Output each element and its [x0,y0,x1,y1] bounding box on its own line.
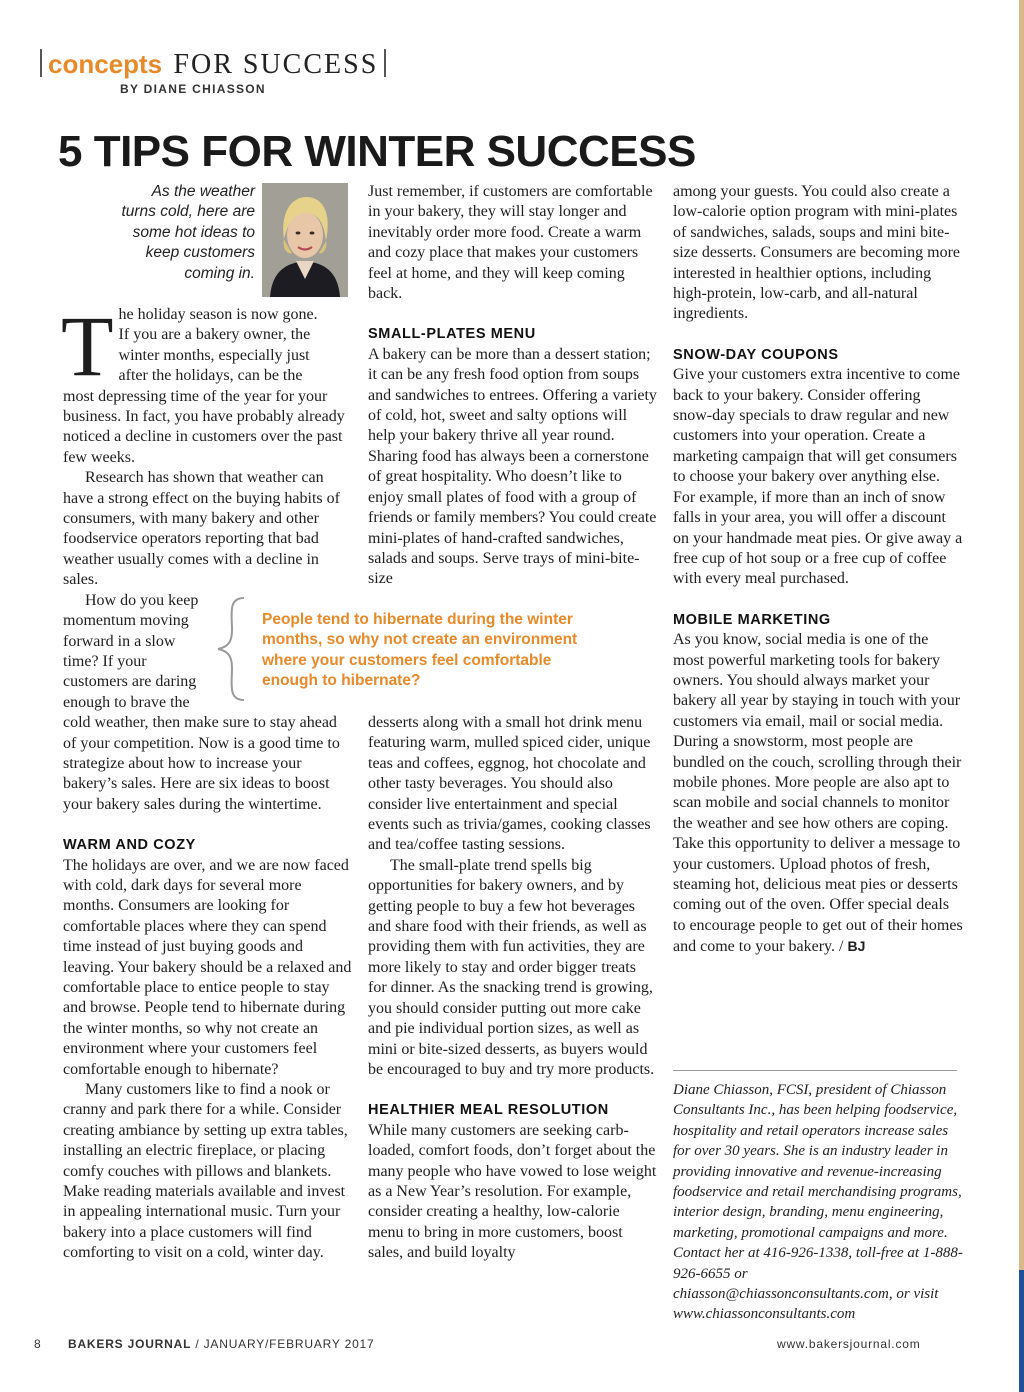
signoff: BJ [847,938,866,955]
divider [40,49,42,77]
deck-line: As the weather [151,183,255,200]
intro-line: If you are a bakery owner, the [118,326,311,344]
author-bio: Diane Chiasson, FCSI, president of Chiasson Consultants Inc., has been helping foodservice, hospitality and retail operators increase sales for over 30 years. She is an industry leader in providing innovative and revenue-increasing foodservice and retail merchandising programs, interior design, branding, menu engineering, marketing, promotional campaigns and more. Contact her at 416-926-1338, toll-free at 1-888-926-6655 or chiasson@chiassonconsultants.com, or visit www.chiassonconsultants.com [673,1082,963,1323]
wrapped-line: How do you keep [85,591,199,609]
body-text: As you know, social media is one of the most powerful marketing tools for bakery owners. You should always market your bakery all year by staying in touch with your customers via email, mail or social media. During a snowstorm, most people are bundled on the couch, scrolling through their mobile phones. More people are also apt to scan mobile and social channels to monitor the weather and see how others are coping. Take this opportunity to deliver a message to your customers. Upload photos of fresh, steaming hot, delicious meat pies or desserts coming out of the oven. Offer special deals to encourage people to get out of their homes and come to your bakery. / [673,631,963,956]
section-header [34,46,392,83]
article-deck [62,182,255,284]
section-heading-mobile-marketing: MOBILE MARKETING [673,611,831,628]
body-paragraph: Just remember, if customers are comfortable in your bakery, they will stay longer and inevitably order more food. Create a warm and cozy place that makes your customers feel at home, and they will keep coming back. [368,183,653,303]
author-photo [262,183,348,297]
body-paragraph: Many customers like to find a nook or cranny and park there for a while. Consider creating ambiance by setting up extra tables, installing an electric fireplace, or placing comfy couches with pillows and blankets. Make reading materials available and invest in appealing international music. Turn your bakery into a place customers will find comforting to visit on a cold, winter day. [63,1081,348,1262]
body-text: cold weather, then make sure to stay ahead of your competition. Now is a good time to strategize about how to increase your bakery’s sales. Here are six ideas to boost your bakery sales during the wintertime. [63,714,340,813]
deck-line: coming in. [184,264,255,282]
wrapped-line: time? If your [63,652,147,670]
footer-magazine [68,1337,375,1351]
article-column-3 [673,182,963,958]
page-edge-accent [1019,1270,1024,1392]
body-paragraph: Research has shown that weather can have a strong effect on the buying habits of consumers, with many bakery and other foodservice operators reporting that bad weather usually comes with a decline in sales. [63,469,340,589]
spacer [673,325,963,345]
intro-line: he holiday season is now gone. [118,306,318,323]
spacer [368,1080,658,1100]
body-paragraph: Give your customers extra incentive to come back to your bakery. Consider offering snow-day specials to draw regular and new customers into your operation. Create a marketing campaign that will get consumers to choose your bakery over anything else. For example, if more than an inch of snow falls in your area, you will offer a discount on your handmade meat pies. Or give away a free cup of hot soup or a free cup of coffee with every meal purchased. [673,366,963,588]
body-paragraph: desserts along with a small hot drink menu featuring warm, mulled spiced cider, unique teas and coffees, eggnog, hot chocolate and other tasty beverages. You should also consider live entertainment and special events such as trivia/games, cooking classes and tea/coffee tasting sessions. [368,714,651,854]
body-paragraph: A bakery can be more than a dessert station; it can be any fresh food option from soups and sandwiches to entrees. Offering a variety of cold, hot, sweet and salty options will help your bakery thrive all year round. Sharing food has always been a cornerstone of great hospitality. Who doesn’t like to enjoy small plates of food with a group of friends or family members? You could create mini-plates of hand-crafted sandwiches, salads and soups. Serve trays of mini-bite-size [368,345,657,588]
body-paragraph [673,630,963,958]
intro-paragraph [61,298,353,468]
footer-url: www.bakersjournal.com [777,1337,921,1351]
article-column-2-continued [368,713,658,1264]
spacer [673,590,963,610]
divider [384,49,386,77]
pull-quote [262,610,644,692]
brand-concepts: concepts [48,49,163,79]
body-paragraph: While many customers are seeking carb-loaded, comfort foods, don’t forget about the many people who have vowed to lose weight as a New Year’s resolution. For example, consider creating a healthy, low-calorie menu to bring in more customers, boost sales, and build loyalty [368,1121,657,1262]
section-heading-small-plates: SMALL-PLATES MENU [368,326,536,343]
section-heading-healthier-meal: HEALTHIER MEAL RESOLUTION [368,1102,609,1119]
page-number: 8 [34,1337,42,1351]
byline: BY DIANE CHIASSON [120,82,266,96]
body-paragraph: among your guests. You could also create a low-calorie option program with mini-plates of sandwiches, salads, soups and mini bite-size desserts. Consumers are becoming more interested in healthier options, including high-protein, low-carb, and all-natural ingredients. [673,183,961,323]
wrapped-line: momentum moving [63,612,189,630]
article-column-1 [61,298,353,1264]
section-heading-snow-day: SNOW-DAY COUPONS [673,346,839,363]
deck-line: keep customers [145,244,255,262]
pull-quote-line: People tend to hibernate during the winter [262,611,573,628]
drop-cap: T [61,298,114,394]
wrapped-line: forward in a slow [63,632,176,650]
pull-quote-line: enough to hibernate? [262,672,421,690]
intro-rest: most depressing time of the year for your business. In fact, you have probably already noticed a decline in customers over the past few weeks. [63,387,345,466]
magazine-name: BAKERS JOURNAL [68,1337,192,1351]
issue-date: / JANUARY/FEBRUARY 2017 [195,1337,375,1351]
body-paragraph: The small-plate trend spells big opportunities for bakery owners, and by getting people to buy a few hot beverages and share food with their friends, as well as providing them with fun activities, they are more likely to stay and order bigger treats for dinner. As the snacking trend is growing, you should consider putting out more cake and pie individual portion sizes, as well as mini or bite-sized desserts, as buyers would be encouraged to buy and try more products. [368,856,655,1078]
wrapped-line: enough to brave the [63,693,190,711]
brace-icon [208,594,254,704]
article-title: 5 TIPS FOR WINTER SUCCESS [58,127,696,176]
page-edge [1019,0,1024,1270]
pull-quote-line: months, so why not create an environment [262,631,578,649]
spacer [63,815,353,835]
section-brand [34,46,392,83]
spacer [368,304,658,324]
deck-line: some hot ideas to [132,223,255,241]
pull-quote-line: where your customers feel comfortable [262,651,552,669]
wrapped-line: customers are daring [63,673,197,691]
section-heading-warm-and-cozy: WARM AND COZY [63,837,196,854]
deck-line: turns cold, here are [121,203,255,221]
intro-line: winter months, especially just [118,346,310,364]
article-column-2 [368,182,658,590]
divider [673,1070,957,1071]
intro-line: after the holidays, can be the [118,367,303,385]
brand-for-success: FOR SUCCESS [173,49,379,80]
body-paragraph: The holidays are over, and we are now faced with cold, dark days for several more months. Consumers are looking for comfortable places where they can spend time instead of just buying goods and leaving. Your bakery should be a relaxed and comfortable place to entice people to stay and browse. People tend to hibernate during the winter months, so why not create an environment where your customers feel comfortable enough to hibernate? [63,856,352,1078]
